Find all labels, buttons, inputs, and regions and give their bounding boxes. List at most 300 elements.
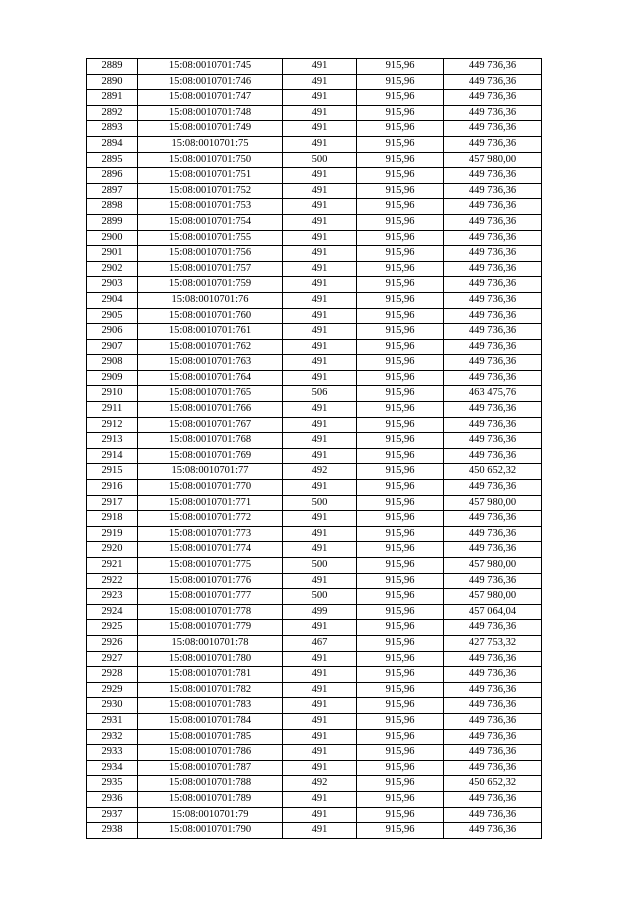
cadastral-number-cell: 15:08:0010701:756 xyxy=(138,246,283,262)
area-cell: 491 xyxy=(283,261,357,277)
rate-cell: 915,96 xyxy=(357,807,444,823)
cadastral-value-table xyxy=(86,58,542,839)
area-cell: 491 xyxy=(283,791,357,807)
row-number-cell: 2902 xyxy=(87,261,138,277)
area-cell: 491 xyxy=(283,121,357,137)
rate-cell: 915,96 xyxy=(357,183,444,199)
table-row xyxy=(87,183,542,199)
table-row xyxy=(87,573,542,589)
area-cell: 491 xyxy=(283,168,357,184)
row-number-cell: 2932 xyxy=(87,729,138,745)
row-number-cell: 2889 xyxy=(87,59,138,75)
row-number-cell: 2925 xyxy=(87,620,138,636)
rate-cell: 915,96 xyxy=(357,152,444,168)
table-row xyxy=(87,417,542,433)
rate-cell: 915,96 xyxy=(357,573,444,589)
row-number-cell: 2918 xyxy=(87,511,138,527)
row-number-cell: 2937 xyxy=(87,807,138,823)
table-row xyxy=(87,433,542,449)
row-number-cell: 2917 xyxy=(87,495,138,511)
rate-cell: 915,96 xyxy=(357,246,444,262)
value-cell: 449 736,36 xyxy=(444,59,542,75)
rate-cell: 915,96 xyxy=(357,402,444,418)
row-number-cell: 2926 xyxy=(87,635,138,651)
row-number-cell: 2922 xyxy=(87,573,138,589)
cadastral-number-cell: 15:08:0010701:771 xyxy=(138,495,283,511)
row-number-cell: 2905 xyxy=(87,308,138,324)
cadastral-number-cell: 15:08:0010701:762 xyxy=(138,339,283,355)
row-number-cell: 2929 xyxy=(87,682,138,698)
table-row xyxy=(87,246,542,262)
area-cell: 491 xyxy=(283,745,357,761)
value-cell: 449 736,36 xyxy=(444,183,542,199)
cadastral-number-cell: 15:08:0010701:784 xyxy=(138,713,283,729)
row-number-cell: 2938 xyxy=(87,823,138,839)
cadastral-number-cell: 15:08:0010701:770 xyxy=(138,480,283,496)
rate-cell: 915,96 xyxy=(357,308,444,324)
value-cell: 463 475,76 xyxy=(444,386,542,402)
area-cell: 500 xyxy=(283,558,357,574)
table-row xyxy=(87,495,542,511)
area-cell: 491 xyxy=(283,90,357,106)
table-row xyxy=(87,370,542,386)
row-number-cell: 2923 xyxy=(87,589,138,605)
row-number-cell: 2906 xyxy=(87,324,138,340)
rate-cell: 915,96 xyxy=(357,448,444,464)
value-cell: 449 736,36 xyxy=(444,339,542,355)
value-cell: 449 736,36 xyxy=(444,480,542,496)
value-cell: 449 736,36 xyxy=(444,745,542,761)
area-cell: 491 xyxy=(283,807,357,823)
table-row xyxy=(87,308,542,324)
cadastral-number-cell: 15:08:0010701:768 xyxy=(138,433,283,449)
rate-cell: 915,96 xyxy=(357,214,444,230)
cadastral-number-cell: 15:08:0010701:745 xyxy=(138,59,283,75)
rate-cell: 915,96 xyxy=(357,277,444,293)
value-cell: 449 736,36 xyxy=(444,573,542,589)
table-row xyxy=(87,651,542,667)
value-cell: 457 980,00 xyxy=(444,152,542,168)
row-number-cell: 2933 xyxy=(87,745,138,761)
rate-cell: 915,96 xyxy=(357,651,444,667)
area-cell: 491 xyxy=(283,105,357,121)
rate-cell: 915,96 xyxy=(357,729,444,745)
table-row xyxy=(87,402,542,418)
cadastral-number-cell: 15:08:0010701:763 xyxy=(138,355,283,371)
area-cell: 492 xyxy=(283,464,357,480)
value-cell: 449 736,36 xyxy=(444,230,542,246)
rate-cell: 915,96 xyxy=(357,370,444,386)
rate-cell: 915,96 xyxy=(357,168,444,184)
value-cell: 449 736,36 xyxy=(444,713,542,729)
area-cell: 491 xyxy=(283,230,357,246)
cadastral-number-cell: 15:08:0010701:779 xyxy=(138,620,283,636)
rate-cell: 915,96 xyxy=(357,417,444,433)
value-cell: 449 736,36 xyxy=(444,807,542,823)
area-cell: 491 xyxy=(283,292,357,308)
rate-cell: 915,96 xyxy=(357,292,444,308)
row-number-cell: 2913 xyxy=(87,433,138,449)
area-cell: 467 xyxy=(283,635,357,651)
area-cell: 491 xyxy=(283,324,357,340)
rate-cell: 915,96 xyxy=(357,199,444,215)
row-number-cell: 2908 xyxy=(87,355,138,371)
cadastral-number-cell: 15:08:0010701:753 xyxy=(138,199,283,215)
table-row xyxy=(87,635,542,651)
value-cell: 449 736,36 xyxy=(444,292,542,308)
row-number-cell: 2904 xyxy=(87,292,138,308)
cadastral-number-cell: 15:08:0010701:790 xyxy=(138,823,283,839)
value-cell: 450 652,32 xyxy=(444,776,542,792)
table-row xyxy=(87,464,542,480)
row-number-cell: 2928 xyxy=(87,667,138,683)
area-cell: 500 xyxy=(283,152,357,168)
row-number-cell: 2896 xyxy=(87,168,138,184)
area-cell: 491 xyxy=(283,448,357,464)
value-cell: 449 736,36 xyxy=(444,433,542,449)
table-row xyxy=(87,807,542,823)
rate-cell: 915,96 xyxy=(357,511,444,527)
cadastral-number-cell: 15:08:0010701:746 xyxy=(138,74,283,90)
value-cell: 449 736,36 xyxy=(444,324,542,340)
area-cell: 491 xyxy=(283,59,357,75)
area-cell: 500 xyxy=(283,589,357,605)
area-cell: 491 xyxy=(283,713,357,729)
area-cell: 491 xyxy=(283,136,357,152)
value-cell: 449 736,36 xyxy=(444,448,542,464)
cadastral-number-cell: 15:08:0010701:764 xyxy=(138,370,283,386)
rate-cell: 915,96 xyxy=(357,90,444,106)
cadastral-number-cell: 15:08:0010701:755 xyxy=(138,230,283,246)
table-row xyxy=(87,776,542,792)
area-cell: 491 xyxy=(283,246,357,262)
row-number-cell: 2909 xyxy=(87,370,138,386)
rate-cell: 915,96 xyxy=(357,105,444,121)
table-row xyxy=(87,589,542,605)
value-cell: 449 736,36 xyxy=(444,199,542,215)
value-cell: 449 736,36 xyxy=(444,620,542,636)
rate-cell: 915,96 xyxy=(357,136,444,152)
row-number-cell: 2899 xyxy=(87,214,138,230)
table-row xyxy=(87,604,542,620)
table-row xyxy=(87,823,542,839)
value-cell: 449 736,36 xyxy=(444,277,542,293)
rate-cell: 915,96 xyxy=(357,776,444,792)
row-number-cell: 2931 xyxy=(87,713,138,729)
cadastral-number-cell: 15:08:0010701:774 xyxy=(138,542,283,558)
cadastral-number-cell: 15:08:0010701:77 xyxy=(138,464,283,480)
row-number-cell: 2924 xyxy=(87,604,138,620)
rate-cell: 915,96 xyxy=(357,495,444,511)
table-row xyxy=(87,105,542,121)
cadastral-number-cell: 15:08:0010701:789 xyxy=(138,791,283,807)
area-cell: 491 xyxy=(283,511,357,527)
cadastral-number-cell: 15:08:0010701:79 xyxy=(138,807,283,823)
row-number-cell: 2895 xyxy=(87,152,138,168)
cadastral-number-cell: 15:08:0010701:769 xyxy=(138,448,283,464)
area-cell: 491 xyxy=(283,682,357,698)
value-cell: 449 736,36 xyxy=(444,402,542,418)
rate-cell: 915,96 xyxy=(357,355,444,371)
row-number-cell: 2935 xyxy=(87,776,138,792)
cadastral-number-cell: 15:08:0010701:78 xyxy=(138,635,283,651)
cadastral-number-cell: 15:08:0010701:75 xyxy=(138,136,283,152)
row-number-cell: 2900 xyxy=(87,230,138,246)
value-cell: 449 736,36 xyxy=(444,214,542,230)
cadastral-number-cell: 15:08:0010701:786 xyxy=(138,745,283,761)
table-row xyxy=(87,355,542,371)
cadastral-number-cell: 15:08:0010701:751 xyxy=(138,168,283,184)
value-cell: 449 736,36 xyxy=(444,105,542,121)
area-cell: 491 xyxy=(283,308,357,324)
table-row xyxy=(87,292,542,308)
cadastral-number-cell: 15:08:0010701:749 xyxy=(138,121,283,137)
cadastral-number-cell: 15:08:0010701:766 xyxy=(138,402,283,418)
row-number-cell: 2897 xyxy=(87,183,138,199)
value-cell: 449 736,36 xyxy=(444,90,542,106)
table-row xyxy=(87,324,542,340)
table-row xyxy=(87,199,542,215)
row-number-cell: 2930 xyxy=(87,698,138,714)
rate-cell: 915,96 xyxy=(357,261,444,277)
value-cell: 449 736,36 xyxy=(444,246,542,262)
cadastral-number-cell: 15:08:0010701:747 xyxy=(138,90,283,106)
table-row xyxy=(87,682,542,698)
area-cell: 491 xyxy=(283,433,357,449)
row-number-cell: 2911 xyxy=(87,402,138,418)
table-row xyxy=(87,59,542,75)
row-number-cell: 2890 xyxy=(87,74,138,90)
table-row xyxy=(87,745,542,761)
cadastral-number-cell: 15:08:0010701:750 xyxy=(138,152,283,168)
rate-cell: 915,96 xyxy=(357,433,444,449)
row-number-cell: 2912 xyxy=(87,417,138,433)
cadastral-number-cell: 15:08:0010701:757 xyxy=(138,261,283,277)
rate-cell: 915,96 xyxy=(357,339,444,355)
table-row xyxy=(87,121,542,137)
table-row xyxy=(87,542,542,558)
rate-cell: 915,96 xyxy=(357,791,444,807)
row-number-cell: 2891 xyxy=(87,90,138,106)
rate-cell: 915,96 xyxy=(357,526,444,542)
rate-cell: 915,96 xyxy=(357,74,444,90)
cadastral-number-cell: 15:08:0010701:785 xyxy=(138,729,283,745)
row-number-cell: 2936 xyxy=(87,791,138,807)
area-cell: 491 xyxy=(283,542,357,558)
value-cell: 449 736,36 xyxy=(444,682,542,698)
rate-cell: 915,96 xyxy=(357,620,444,636)
area-cell: 491 xyxy=(283,760,357,776)
area-cell: 491 xyxy=(283,402,357,418)
table-row xyxy=(87,136,542,152)
cadastral-number-cell: 15:08:0010701:752 xyxy=(138,183,283,199)
rate-cell: 915,96 xyxy=(357,713,444,729)
area-cell: 499 xyxy=(283,604,357,620)
table-row xyxy=(87,480,542,496)
cadastral-number-cell: 15:08:0010701:772 xyxy=(138,511,283,527)
cadastral-number-cell: 15:08:0010701:787 xyxy=(138,760,283,776)
row-number-cell: 2903 xyxy=(87,277,138,293)
area-cell: 491 xyxy=(283,620,357,636)
area-cell: 491 xyxy=(283,651,357,667)
value-cell: 449 736,36 xyxy=(444,791,542,807)
rate-cell: 915,96 xyxy=(357,59,444,75)
table-row xyxy=(87,74,542,90)
value-cell: 449 736,36 xyxy=(444,729,542,745)
row-number-cell: 2893 xyxy=(87,121,138,137)
area-cell: 491 xyxy=(283,480,357,496)
area-cell: 491 xyxy=(283,370,357,386)
area-cell: 491 xyxy=(283,698,357,714)
value-cell: 457 064,04 xyxy=(444,604,542,620)
row-number-cell: 2934 xyxy=(87,760,138,776)
area-cell: 491 xyxy=(283,183,357,199)
rate-cell: 915,96 xyxy=(357,324,444,340)
table-row xyxy=(87,667,542,683)
table-body xyxy=(87,59,542,839)
value-cell: 449 736,36 xyxy=(444,823,542,839)
row-number-cell: 2901 xyxy=(87,246,138,262)
value-cell: 449 736,36 xyxy=(444,526,542,542)
rate-cell: 915,96 xyxy=(357,230,444,246)
cadastral-number-cell: 15:08:0010701:780 xyxy=(138,651,283,667)
cadastral-number-cell: 15:08:0010701:776 xyxy=(138,573,283,589)
table-row xyxy=(87,261,542,277)
area-cell: 491 xyxy=(283,277,357,293)
table-row xyxy=(87,448,542,464)
value-cell: 449 736,36 xyxy=(444,308,542,324)
rate-cell: 915,96 xyxy=(357,480,444,496)
table-row xyxy=(87,620,542,636)
rate-cell: 915,96 xyxy=(357,542,444,558)
rate-cell: 915,96 xyxy=(357,558,444,574)
cadastral-number-cell: 15:08:0010701:748 xyxy=(138,105,283,121)
row-number-cell: 2919 xyxy=(87,526,138,542)
row-number-cell: 2892 xyxy=(87,105,138,121)
value-cell: 449 736,36 xyxy=(444,121,542,137)
cadastral-number-cell: 15:08:0010701:754 xyxy=(138,214,283,230)
area-cell: 492 xyxy=(283,776,357,792)
rate-cell: 915,96 xyxy=(357,682,444,698)
area-cell: 491 xyxy=(283,729,357,745)
cadastral-number-cell: 15:08:0010701:760 xyxy=(138,308,283,324)
rate-cell: 915,96 xyxy=(357,667,444,683)
table-row xyxy=(87,168,542,184)
cadastral-number-cell: 15:08:0010701:775 xyxy=(138,558,283,574)
row-number-cell: 2916 xyxy=(87,480,138,496)
table-row xyxy=(87,713,542,729)
table-row xyxy=(87,90,542,106)
value-cell: 449 736,36 xyxy=(444,261,542,277)
table-row xyxy=(87,152,542,168)
table-row xyxy=(87,698,542,714)
row-number-cell: 2910 xyxy=(87,386,138,402)
value-cell: 449 736,36 xyxy=(444,760,542,776)
value-cell: 449 736,36 xyxy=(444,168,542,184)
table-row xyxy=(87,214,542,230)
rate-cell: 915,96 xyxy=(357,760,444,776)
cadastral-number-cell: 15:08:0010701:777 xyxy=(138,589,283,605)
rate-cell: 915,96 xyxy=(357,823,444,839)
value-cell: 449 736,36 xyxy=(444,667,542,683)
cadastral-number-cell: 15:08:0010701:773 xyxy=(138,526,283,542)
value-cell: 449 736,36 xyxy=(444,698,542,714)
table-row xyxy=(87,511,542,527)
value-cell: 457 980,00 xyxy=(444,558,542,574)
cadastral-number-cell: 15:08:0010701:76 xyxy=(138,292,283,308)
row-number-cell: 2915 xyxy=(87,464,138,480)
rate-cell: 915,96 xyxy=(357,745,444,761)
row-number-cell: 2898 xyxy=(87,199,138,215)
row-number-cell: 2914 xyxy=(87,448,138,464)
value-cell: 450 652,32 xyxy=(444,464,542,480)
table-row xyxy=(87,230,542,246)
table-row xyxy=(87,526,542,542)
rate-cell: 915,96 xyxy=(357,635,444,651)
area-cell: 491 xyxy=(283,339,357,355)
value-cell: 449 736,36 xyxy=(444,355,542,371)
table-row xyxy=(87,791,542,807)
cadastral-number-cell: 15:08:0010701:765 xyxy=(138,386,283,402)
area-cell: 500 xyxy=(283,495,357,511)
rate-cell: 915,96 xyxy=(357,121,444,137)
value-cell: 449 736,36 xyxy=(444,136,542,152)
cadastral-number-cell: 15:08:0010701:783 xyxy=(138,698,283,714)
row-number-cell: 2921 xyxy=(87,558,138,574)
cadastral-number-cell: 15:08:0010701:767 xyxy=(138,417,283,433)
table-row xyxy=(87,729,542,745)
row-number-cell: 2927 xyxy=(87,651,138,667)
table-row xyxy=(87,277,542,293)
area-cell: 491 xyxy=(283,526,357,542)
table-row xyxy=(87,558,542,574)
rate-cell: 915,96 xyxy=(357,464,444,480)
area-cell: 491 xyxy=(283,199,357,215)
area-cell: 491 xyxy=(283,823,357,839)
value-cell: 457 980,00 xyxy=(444,589,542,605)
value-cell: 457 980,00 xyxy=(444,495,542,511)
cadastral-number-cell: 15:08:0010701:781 xyxy=(138,667,283,683)
rate-cell: 915,96 xyxy=(357,698,444,714)
area-cell: 491 xyxy=(283,573,357,589)
rate-cell: 915,96 xyxy=(357,589,444,605)
table-row xyxy=(87,386,542,402)
value-cell: 449 736,36 xyxy=(444,511,542,527)
area-cell: 491 xyxy=(283,74,357,90)
rate-cell: 915,96 xyxy=(357,604,444,620)
value-cell: 449 736,36 xyxy=(444,370,542,386)
cadastral-number-cell: 15:08:0010701:761 xyxy=(138,324,283,340)
cadastral-number-cell: 15:08:0010701:778 xyxy=(138,604,283,620)
cadastral-number-cell: 15:08:0010701:788 xyxy=(138,776,283,792)
value-cell: 449 736,36 xyxy=(444,651,542,667)
value-cell: 449 736,36 xyxy=(444,417,542,433)
area-cell: 491 xyxy=(283,667,357,683)
area-cell: 491 xyxy=(283,417,357,433)
value-cell: 449 736,36 xyxy=(444,74,542,90)
table-row xyxy=(87,760,542,776)
row-number-cell: 2894 xyxy=(87,136,138,152)
cadastral-number-cell: 15:08:0010701:782 xyxy=(138,682,283,698)
cadastral-number-cell: 15:08:0010701:759 xyxy=(138,277,283,293)
value-cell: 427 753,32 xyxy=(444,635,542,651)
row-number-cell: 2907 xyxy=(87,339,138,355)
row-number-cell: 2920 xyxy=(87,542,138,558)
rate-cell: 915,96 xyxy=(357,386,444,402)
area-cell: 491 xyxy=(283,214,357,230)
area-cell: 506 xyxy=(283,386,357,402)
table-row xyxy=(87,339,542,355)
